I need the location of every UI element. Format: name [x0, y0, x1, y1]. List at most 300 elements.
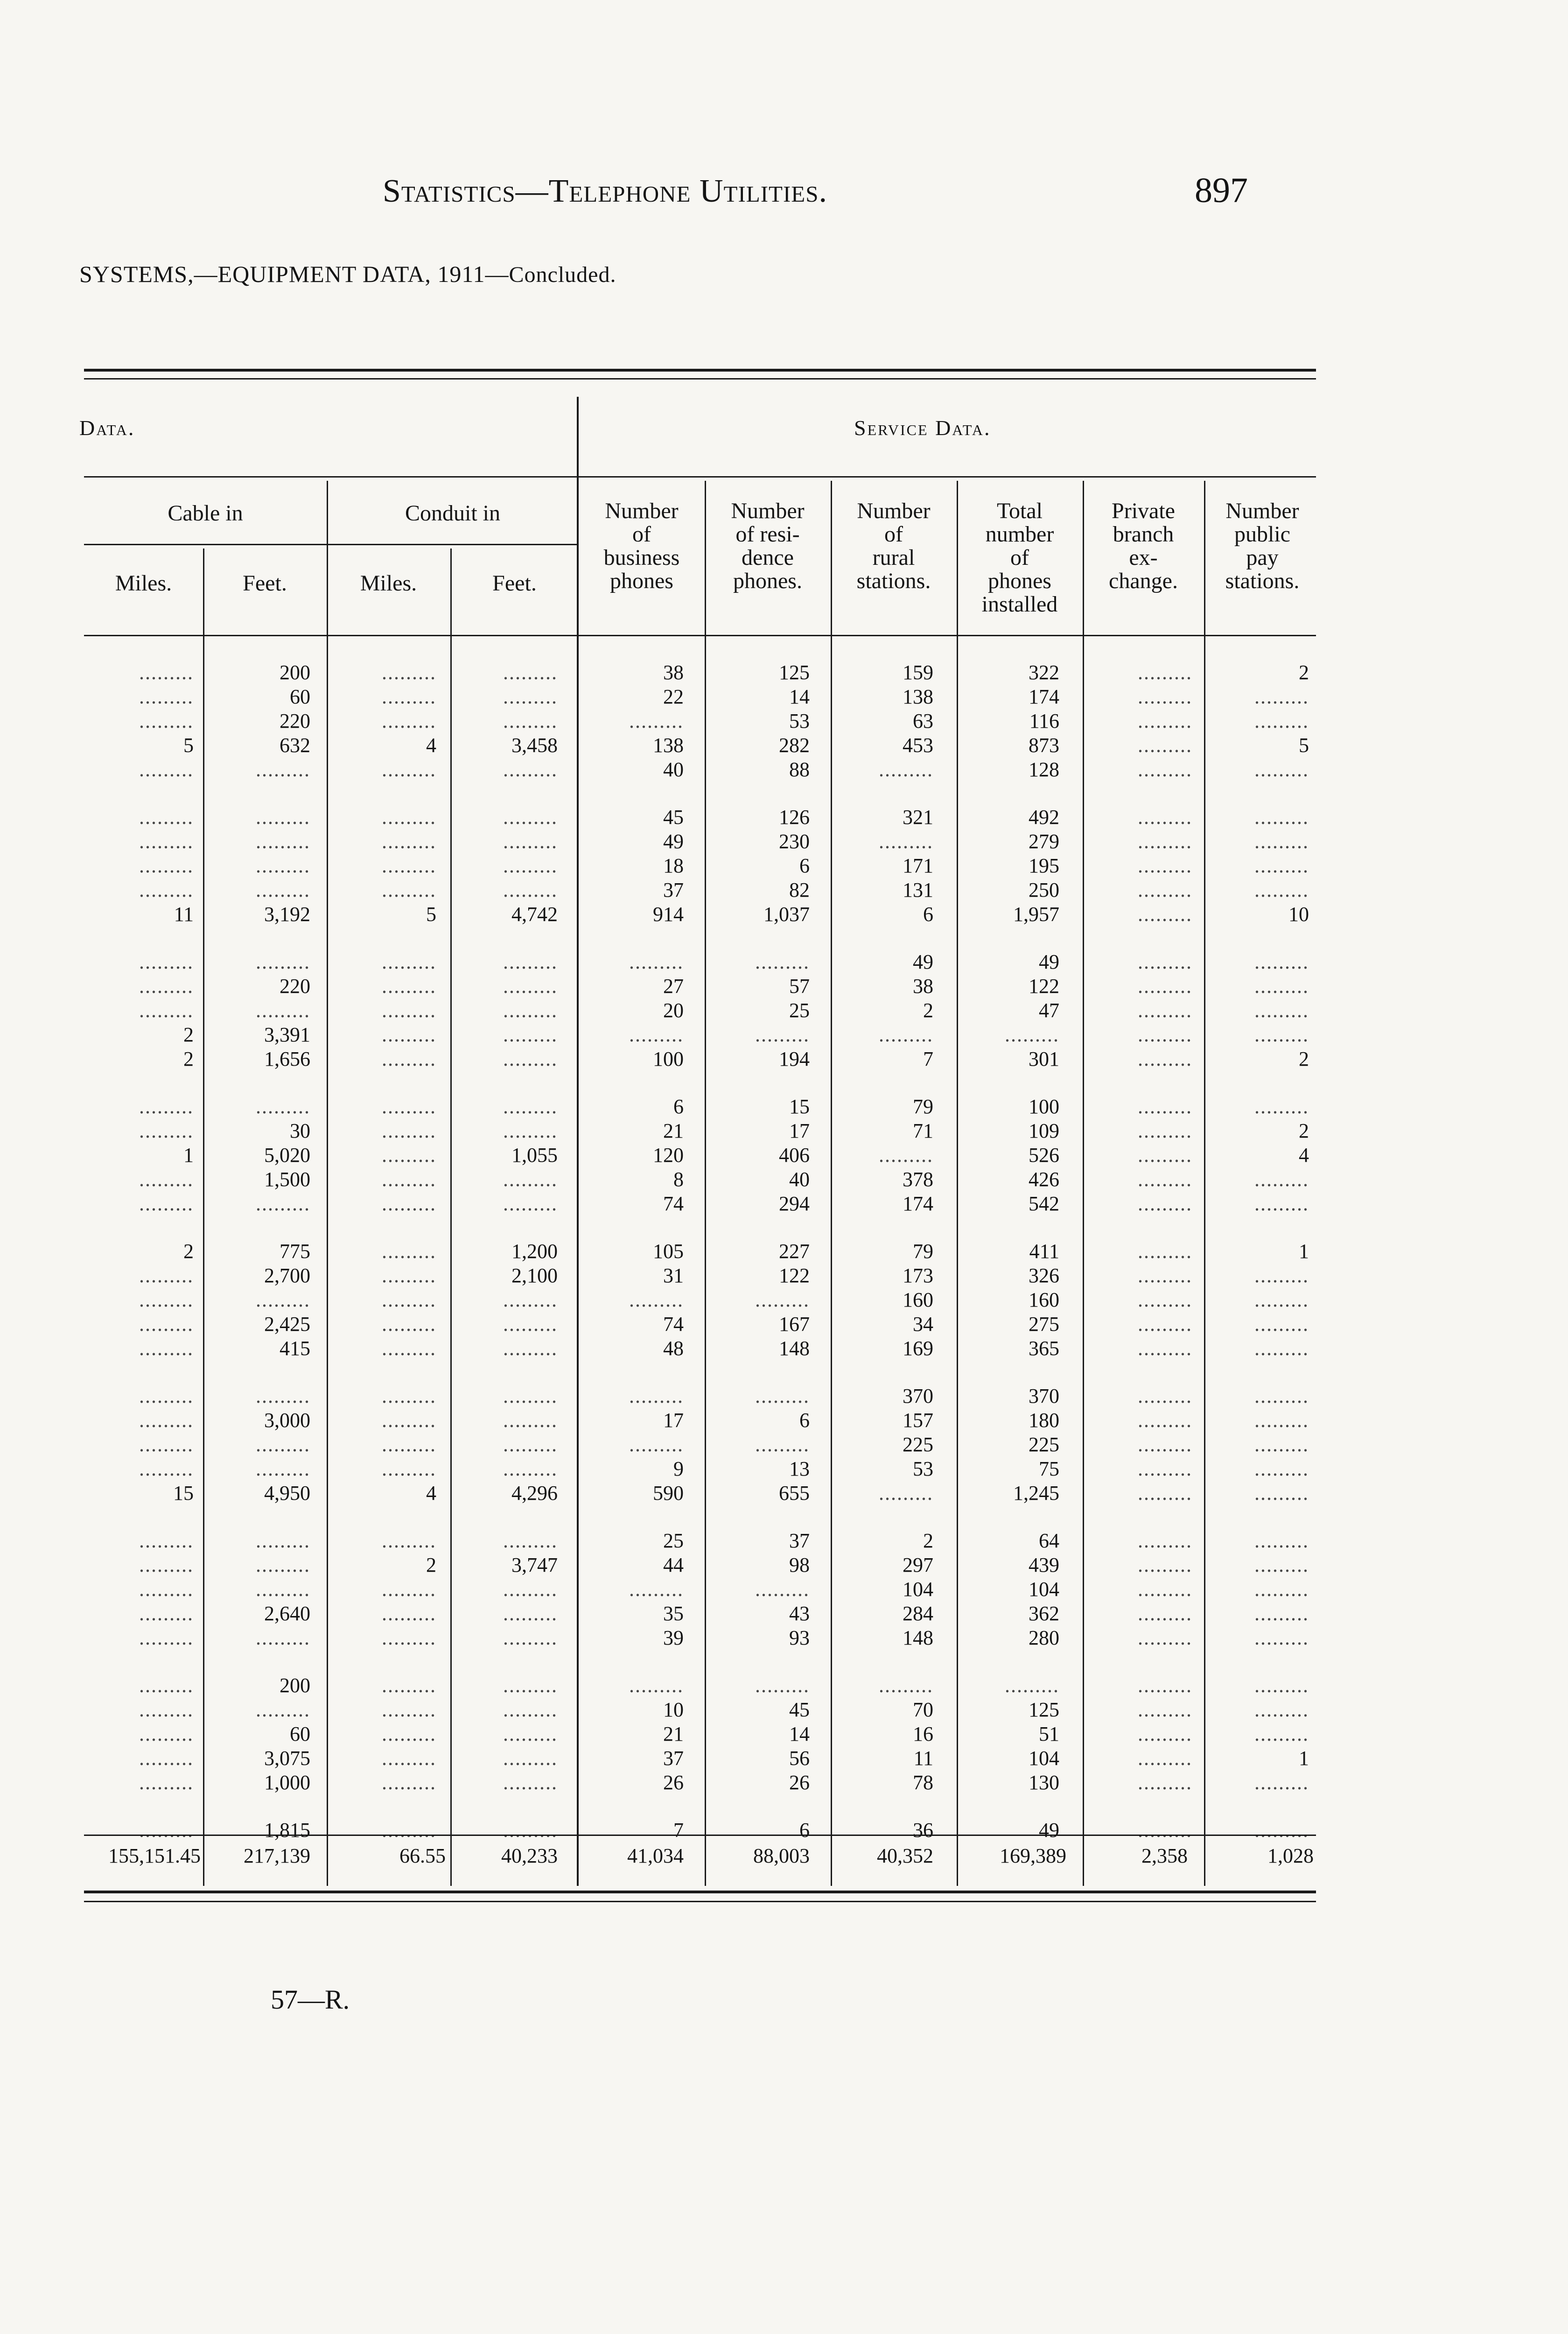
table-cell-business: 8	[673, 1168, 684, 1191]
table-cell-pbx: .........	[1138, 1119, 1192, 1142]
table-cell-cable-miles: .........	[139, 1119, 194, 1142]
table-cell-conduit-miles: .........	[382, 1023, 436, 1046]
table-cell-pbx: .........	[1138, 710, 1192, 732]
table-cell-conduit-miles: .........	[382, 1409, 436, 1432]
table-cell-business: 38	[663, 661, 684, 684]
table-cell-total: 873	[1029, 734, 1059, 757]
table-cell-conduit-feet: .........	[503, 854, 558, 877]
group-gap	[583, 1216, 684, 1239]
table-cell-total: 49	[1039, 950, 1059, 973]
table-cell-rural: 453	[903, 734, 933, 757]
table-cell-pay: .........	[1254, 1385, 1309, 1407]
table-cell-residence: 13	[789, 1457, 810, 1480]
table-cell-residence: 126	[779, 806, 810, 829]
table-cell-pay: .........	[1254, 1337, 1309, 1360]
table-cell-cable-miles: .........	[139, 1626, 194, 1649]
table-cell-residence: .........	[755, 950, 810, 973]
group-gap	[1209, 1216, 1309, 1239]
table-cell-pbx: .........	[1138, 1433, 1192, 1456]
group-gap	[455, 1505, 558, 1529]
table-cell-cable-feet: 30	[290, 1119, 310, 1142]
group-gap	[835, 1795, 933, 1818]
table-cell-cable-feet: 200	[280, 661, 310, 684]
table-cell-rural: .........	[879, 1023, 933, 1046]
table-cell-cable-feet: .........	[256, 806, 310, 829]
table-cell-rural: 2	[923, 1529, 933, 1552]
table-cell-total: 1,245	[1013, 1482, 1059, 1504]
table-cell-conduit-miles: .........	[382, 1819, 436, 1842]
top-rule-inner	[84, 378, 1316, 380]
table-cell-total: 47	[1039, 999, 1059, 1022]
table-cell-cable-feet: 220	[280, 975, 310, 998]
table-cell-total: 174	[1029, 685, 1059, 708]
table-cell-conduit-feet: .........	[503, 1095, 558, 1118]
table-cell-cable-feet: 1,500	[264, 1168, 310, 1191]
column-public-pay	[1209, 661, 1309, 1842]
header-line: pay	[1246, 545, 1279, 570]
table-cell-conduit-miles: .........	[382, 1578, 436, 1601]
group-gap	[1209, 1361, 1309, 1384]
header-conduit-in: Conduit in	[405, 501, 501, 526]
table-cell-total: 326	[1029, 1264, 1059, 1287]
table-cell-residence: 98	[789, 1554, 810, 1576]
table-cell-rural: 63	[913, 710, 933, 732]
group-gap	[709, 1216, 810, 1239]
table-cell-conduit-miles: .........	[382, 661, 436, 684]
table-cell-rural: 38	[913, 975, 933, 998]
group-gap	[331, 1216, 436, 1239]
divider-data-service	[577, 397, 579, 1886]
table-cell-pay: 10	[1288, 903, 1309, 926]
table-cell-conduit-miles: .........	[382, 1433, 436, 1456]
table-cell-cable-miles: .........	[139, 758, 194, 781]
table-cell-residence: 294	[779, 1192, 810, 1215]
header-cable-in: Cable in	[168, 501, 243, 526]
table-cell-residence: 26	[789, 1771, 810, 1794]
table-cell-conduit-feet: .........	[503, 1313, 558, 1336]
table-cell-cable-feet: .........	[256, 1433, 310, 1456]
header-line: ex-	[1129, 545, 1158, 570]
table-cell-conduit-feet: .........	[503, 1747, 558, 1770]
table-cell-pay: .........	[1254, 1433, 1309, 1456]
table-cell-pbx: .........	[1138, 1192, 1192, 1215]
table-cell-cable-miles: .........	[139, 685, 194, 708]
table-cell-business: 37	[663, 1747, 684, 1770]
table-cell-total: 51	[1039, 1722, 1059, 1745]
table-cell-residence: 45	[789, 1698, 810, 1721]
table-cell-cable-miles: .........	[139, 1433, 194, 1456]
group-gap	[709, 782, 810, 805]
table-cell-business: 45	[663, 806, 684, 829]
table-cell-cable-feet: 3,192	[264, 903, 310, 926]
table-cell-residence: 406	[779, 1144, 810, 1167]
table-cell-total: 526	[1029, 1144, 1059, 1167]
table-cell-rural: 2	[923, 999, 933, 1022]
table-cell-cable-feet: 1,815	[264, 1819, 310, 1842]
group-gap	[583, 1795, 684, 1818]
group-gap	[455, 1795, 558, 1818]
table-cell-pbx: .........	[1138, 1457, 1192, 1480]
table-cell-business: 25	[663, 1529, 684, 1552]
table-cell-conduit-feet: .........	[503, 710, 558, 732]
table-cell-total: 122	[1029, 975, 1059, 998]
table-cell-rural: 171	[903, 854, 933, 877]
header-line: Private	[1112, 499, 1175, 523]
table-cell-residence: 37	[789, 1529, 810, 1552]
group-gap	[961, 1505, 1059, 1529]
table-cell-conduit-miles: .........	[382, 1722, 436, 1745]
table-cell-cable-feet: 4,950	[264, 1482, 310, 1504]
header-line: phones	[988, 569, 1051, 593]
table-cell-pbx: .........	[1138, 1095, 1192, 1118]
table-cell-rural: 7	[923, 1047, 933, 1070]
table-cell-residence: 167	[779, 1313, 810, 1336]
table-cell-residence: 25	[789, 999, 810, 1022]
table-cell-pay: 2	[1299, 1119, 1309, 1142]
table-cell-total: 128	[1029, 758, 1059, 781]
group-gap	[208, 782, 310, 805]
table-cell-pay: .........	[1254, 830, 1309, 853]
table-cell-conduit-feet: .........	[503, 1819, 558, 1842]
table-cell-residence: 82	[789, 879, 810, 901]
table-cell-conduit-feet: 3,747	[511, 1554, 558, 1576]
table-cell-rural: 370	[903, 1385, 933, 1407]
table-cell-total: 411	[1029, 1240, 1059, 1263]
table-cell-rural: 16	[913, 1722, 933, 1745]
table-cell-pbx: .........	[1138, 1240, 1192, 1263]
divider-business-residence	[705, 481, 706, 1886]
table-cell-total: 160	[1029, 1288, 1059, 1311]
header-cable-feet: Feet.	[243, 571, 287, 596]
table-cell-pay: .........	[1254, 1409, 1309, 1432]
table-cell-pay: .........	[1254, 999, 1309, 1022]
table-cell-cable-feet: .........	[256, 758, 310, 781]
table-cell-cable-feet: .........	[256, 1095, 310, 1118]
table-cell-total: 125	[1029, 1698, 1059, 1721]
table-cell-rural: 169	[903, 1337, 933, 1360]
table-cell-total: 426	[1029, 1168, 1059, 1191]
table-cell-business: 105	[653, 1240, 684, 1263]
table-cell-conduit-miles: .........	[382, 685, 436, 708]
table-cell-pbx: .........	[1138, 1674, 1192, 1697]
table-cell-total: 130	[1029, 1771, 1059, 1794]
header-line: of	[884, 522, 903, 547]
table-cell-pay: .........	[1254, 758, 1309, 781]
column-cable-miles	[84, 661, 194, 1842]
table-cell-total: 109	[1029, 1119, 1059, 1142]
table-cell-cable-feet: 2,640	[264, 1602, 310, 1625]
table-cell-cable-miles: .........	[139, 1337, 194, 1360]
table-cell-residence: 43	[789, 1602, 810, 1625]
table-cell-pay: .........	[1254, 806, 1309, 829]
table-cell-conduit-miles: .........	[382, 1457, 436, 1480]
table-cell-conduit-feet: .........	[503, 999, 558, 1022]
group-gap	[583, 782, 684, 805]
table-cell-business: 9	[673, 1457, 684, 1480]
table-cell-pbx: .........	[1138, 950, 1192, 973]
group-gap	[709, 1650, 810, 1673]
table-cell-business: 49	[663, 830, 684, 853]
table-cell-total: 100	[1029, 1095, 1059, 1118]
group-gap	[835, 927, 933, 950]
table-cell-total: 370	[1029, 1385, 1059, 1407]
table-cell-cable-feet: 200	[280, 1674, 310, 1697]
table-cell-pbx: .........	[1138, 1722, 1192, 1745]
divider-conduit-miles-feet	[450, 548, 452, 1886]
table-cell-conduit-miles: .........	[382, 1626, 436, 1649]
header-total-phones	[957, 499, 1083, 616]
table-cell-cable-feet: 5,020	[264, 1144, 310, 1167]
group-gap	[455, 927, 558, 950]
table-cell-cable-miles: 15	[173, 1482, 194, 1504]
table-cell-business: 74	[663, 1313, 684, 1336]
group-gap	[835, 1505, 933, 1529]
group-gap	[583, 1071, 684, 1095]
header-line: of	[1010, 545, 1029, 570]
table-cell-business: 37	[663, 879, 684, 901]
group-gap	[961, 927, 1059, 950]
table-subtitle	[79, 260, 616, 288]
table-cell-pbx: .........	[1138, 806, 1192, 829]
table-cell-conduit-feet: .........	[503, 1674, 558, 1697]
header-line: of resi-	[735, 522, 800, 547]
group-gap	[835, 782, 933, 805]
table-cell-pbx: .........	[1138, 854, 1192, 877]
table-cell-business: 27	[663, 975, 684, 998]
table-cell-cable-feet: .........	[256, 830, 310, 853]
group-gap	[84, 1216, 194, 1239]
table-cell-residence: 125	[779, 661, 810, 684]
header-rule-3	[84, 635, 1316, 636]
group-gap	[961, 1216, 1059, 1239]
top-rule	[84, 369, 1316, 372]
table-cell-pay: .........	[1254, 879, 1309, 901]
table-cell-pay: .........	[1254, 1578, 1309, 1601]
table-cell-cable-miles: .........	[139, 1385, 194, 1407]
group-gap	[583, 927, 684, 950]
table-cell-business: 35	[663, 1602, 684, 1625]
page-number: 897	[1195, 171, 1248, 210]
group-gap	[961, 782, 1059, 805]
table-cell-pbx: .........	[1138, 1337, 1192, 1360]
table-cell-conduit-feet: 2,100	[511, 1264, 558, 1287]
table-cell-rural: .........	[879, 830, 933, 853]
group-gap	[208, 1505, 310, 1529]
header-rule-2	[84, 544, 579, 545]
table-cell-conduit-miles: .........	[382, 806, 436, 829]
table-cell-pay: 2	[1299, 661, 1309, 684]
table-cell-pay: .........	[1254, 1819, 1309, 1842]
table-cell-business: .........	[629, 950, 684, 973]
table-cell-business: 39	[663, 1626, 684, 1649]
table-cell-conduit-feet: .........	[503, 830, 558, 853]
table-cell-business: 590	[653, 1482, 684, 1504]
table-cell-cable-feet: .........	[256, 1554, 310, 1576]
total-private-branch: 2,358	[1141, 1844, 1188, 1867]
table-cell-conduit-miles: .........	[382, 879, 436, 901]
header-line: phones.	[733, 569, 802, 593]
table-cell-pay: .........	[1254, 1264, 1309, 1287]
table-cell-pbx: .........	[1138, 758, 1192, 781]
header-private-branch	[1083, 499, 1204, 593]
table-cell-cable-feet: .........	[256, 854, 310, 877]
table-cell-pbx: .........	[1138, 1698, 1192, 1721]
group-gap	[835, 1361, 933, 1384]
table-cell-pay: 1	[1299, 1747, 1309, 1770]
table-cell-cable-feet: .........	[256, 879, 310, 901]
table-cell-total: 75	[1039, 1457, 1059, 1480]
table-cell-pay: .........	[1254, 1313, 1309, 1336]
table-cell-cable-miles: .........	[139, 1409, 194, 1432]
table-cell-conduit-feet: .........	[503, 1168, 558, 1191]
table-cell-conduit-miles: .........	[382, 1240, 436, 1263]
table-cell-conduit-miles: .........	[382, 1674, 436, 1697]
table-cell-conduit-feet: .........	[503, 1288, 558, 1311]
column-conduit-feet	[455, 661, 558, 1842]
table-cell-cable-feet: 220	[280, 710, 310, 732]
group-gap	[961, 1071, 1059, 1095]
table-cell-conduit-feet: .........	[503, 1047, 558, 1070]
table-cell-cable-feet: 60	[290, 1722, 310, 1745]
totals-rule	[84, 1835, 1316, 1836]
subtitle-main: SYSTEMS,—EQUIPMENT DATA, 1911—	[79, 261, 509, 287]
column-total-phones	[961, 661, 1059, 1842]
group-gap	[208, 1071, 310, 1095]
table-cell-conduit-feet: .........	[503, 1698, 558, 1721]
table-cell-business: .........	[629, 1385, 684, 1407]
table-cell-cable-miles: 1	[183, 1144, 194, 1167]
table-cell-business: 22	[663, 685, 684, 708]
table-cell-conduit-miles: .........	[382, 710, 436, 732]
table-cell-cable-feet: .........	[256, 950, 310, 973]
table-cell-pay: 4	[1299, 1144, 1309, 1167]
table-cell-business: .........	[629, 1288, 684, 1311]
table-cell-conduit-miles: .........	[382, 1192, 436, 1215]
group-gap	[84, 782, 194, 805]
table-cell-pay: .........	[1254, 1482, 1309, 1504]
table-cell-rural: 34	[913, 1313, 933, 1336]
total-conduit-feet: 40,233	[501, 1844, 558, 1867]
table-cell-conduit-miles: .........	[382, 975, 436, 998]
table-cell-total: 301	[1029, 1047, 1059, 1070]
table-cell-cable-feet: 1,000	[264, 1771, 310, 1794]
table-cell-conduit-feet: .........	[503, 950, 558, 973]
page-header-title: Statistics—Telephone Utilities.	[383, 173, 827, 209]
column-rural-stations	[835, 661, 933, 1842]
table-cell-rural: .........	[879, 1482, 933, 1504]
header-residence-phones	[705, 499, 831, 593]
table-cell-business: 31	[663, 1264, 684, 1287]
header-cable-miles: Miles.	[115, 571, 172, 596]
table-cell-cable-feet: 632	[280, 734, 310, 757]
table-cell-cable-miles: .........	[139, 806, 194, 829]
table-cell-rural: 71	[913, 1119, 933, 1142]
table-cell-residence: 56	[789, 1747, 810, 1770]
table-cell-pay: .........	[1254, 1457, 1309, 1480]
group-gap	[1087, 1216, 1192, 1239]
table-cell-cable-miles: .........	[139, 1095, 194, 1118]
table-cell-residence: 93	[789, 1626, 810, 1649]
header-line: business	[603, 545, 680, 570]
table-cell-conduit-miles: .........	[382, 999, 436, 1022]
group-gap	[331, 927, 436, 950]
header-line: Number	[857, 499, 931, 523]
table-cell-conduit-miles: .........	[382, 1602, 436, 1625]
table-cell-conduit-miles: .........	[382, 830, 436, 853]
group-gap	[961, 1361, 1059, 1384]
table-cell-rural: 173	[903, 1264, 933, 1287]
group-gap	[84, 1071, 194, 1095]
group-gap	[208, 927, 310, 950]
table-cell-conduit-feet: .........	[503, 1192, 558, 1215]
total-conduit-miles: 66.55	[399, 1844, 446, 1867]
table-cell-business: .........	[629, 710, 684, 732]
table-cell-rural: 78	[913, 1771, 933, 1794]
group-gap	[84, 1650, 194, 1673]
table-cell-conduit-miles: .........	[382, 1047, 436, 1070]
table-cell-residence: 1,037	[763, 903, 810, 926]
table-cell-conduit-miles: 5	[426, 903, 436, 926]
bottom-rule	[84, 1891, 1316, 1893]
table-cell-total: 279	[1029, 830, 1059, 853]
section-data-heading: Data.	[79, 416, 135, 440]
group-gap	[331, 1071, 436, 1095]
group-gap	[331, 782, 436, 805]
total-business-phones: 41,034	[627, 1844, 684, 1867]
table-cell-cable-miles: .........	[139, 1747, 194, 1770]
table-cell-residence: 6	[799, 1409, 810, 1432]
group-gap	[331, 1795, 436, 1818]
table-cell-conduit-miles: .........	[382, 1095, 436, 1118]
table-cell-business: .........	[629, 1433, 684, 1456]
group-gap	[1087, 1361, 1192, 1384]
table-cell-rural: 6	[923, 903, 933, 926]
table-cell-conduit-feet: .........	[503, 661, 558, 684]
group-gap	[1087, 1650, 1192, 1673]
group-gap	[455, 1071, 558, 1095]
table-cell-conduit-feet: .........	[503, 1337, 558, 1360]
table-cell-business: 18	[663, 854, 684, 877]
total-residence-phones: 88,003	[753, 1844, 810, 1867]
table-cell-residence: 88	[789, 758, 810, 781]
table-cell-cable-miles: .........	[139, 854, 194, 877]
table-cell-residence: .........	[755, 1674, 810, 1697]
header-business-phones	[579, 499, 705, 593]
table-cell-cable-miles: .........	[139, 950, 194, 973]
group-gap	[1087, 1071, 1192, 1095]
group-gap	[1087, 927, 1192, 950]
table-cell-total: 104	[1029, 1747, 1059, 1770]
group-gap	[583, 1650, 684, 1673]
table-cell-conduit-feet: .........	[503, 685, 558, 708]
table-cell-conduit-miles: .........	[382, 1747, 436, 1770]
table-cell-pbx: .........	[1138, 661, 1192, 684]
table-cell-business: 40	[663, 758, 684, 781]
table-cell-pbx: .........	[1138, 1482, 1192, 1504]
group-gap	[1087, 1505, 1192, 1529]
table-cell-pay: .........	[1254, 1288, 1309, 1311]
table-cell-conduit-miles: .........	[382, 1529, 436, 1552]
table-cell-pay: .........	[1254, 975, 1309, 998]
table-cell-cable-miles: .........	[139, 1192, 194, 1215]
table-cell-pay: .........	[1254, 854, 1309, 877]
table-cell-cable-miles: .........	[139, 975, 194, 998]
table-cell-cable-feet: 2,425	[264, 1313, 310, 1336]
header-line: Number	[731, 499, 805, 523]
group-gap	[709, 1505, 810, 1529]
table-cell-conduit-feet: .........	[503, 879, 558, 901]
group-gap	[84, 1505, 194, 1529]
